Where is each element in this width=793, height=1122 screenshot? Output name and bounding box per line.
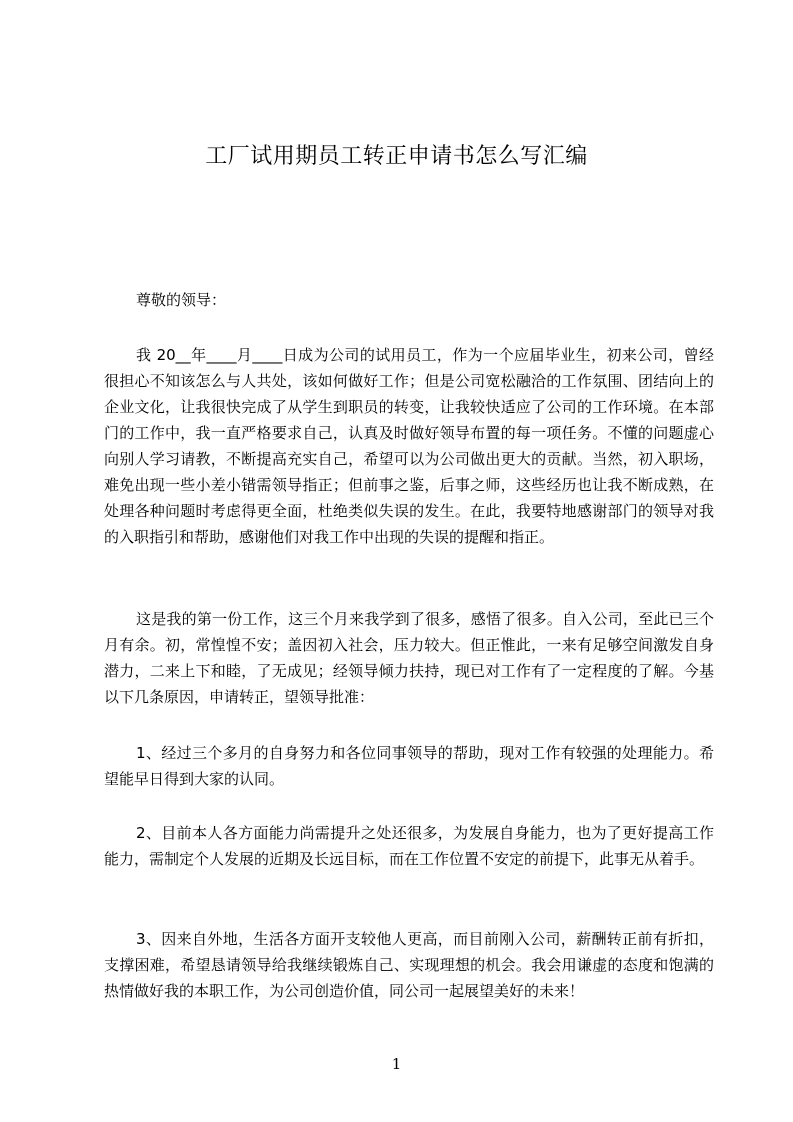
body-paragraph-1: 我 20__年____月____日成为公司的试用员工，作为一个应届毕业生，初来公司，曾经很担心不知该怎么与人共处，该如何做好工作；但是公司宽松融洽的工作氛围、团结向上的企业文化，让我很快完成了从学生到职员的转变，让我较快适应了公司的工作环境。在本部门的工作中，我一直严格要求自己，认真及时做好领导布置的每一项任务。不懂的问题虚心向别人学习请教，不断提高充实自己，希望可以为公司做出更大的贡献。当然，初入职场，难免出现一些小差小错需领导指正；但前事之鉴，后事之师，这些经历也让我不断成熟，在处理各种问题时考虑得更全面，杜绝类似失误的发生。在此，我要特地感谢部门的领导对我的入职指引和帮助，感谢他们对我工作中出现的失误的提醒和指正。 xyxy=(104,346,714,546)
reason-item-2: 2、目前本人各方面能力尚需提升之处还很多，为发展自身能力，也为了更好提高工作能力，需制定个人发展的近期及长远目标，而在工作位置不安定的前提下，此事无从着手。 xyxy=(104,824,714,868)
reason-item-3: 3、因来自外地，生活各方面开支较他人更高，而目前刚入公司，薪酬转正前有折扣，支撑困难，希望恳请领导给我继续锻炼自己、实现理想的机会。我会用谦虚的态度和饱满的热情做好我的本职工作，为公司创造价值，同公司一起展望美好的未来！ xyxy=(104,930,714,1000)
page-number: 1 xyxy=(391,1055,402,1073)
document-title: 工厂试用期员工转正申请书怎么写汇编 xyxy=(205,144,588,169)
body-paragraph-2: 这是我的第一份工作，这三个月来我学到了很多，感悟了很多。自入公司，至此已三个月有余。初，常惶惶不安；盖因初入社会，压力较大。但正惟此，一来有足够空间激发自身潜力，二来上下和睦，了无成见；经领导倾力扶持，现已对工作有了一定程度的了解。今基以下几条原因，申请转正，望领导批准： xyxy=(104,610,714,706)
reason-item-1: 1、经过三个多月的自身努力和各位同事领导的帮助，现对工作有较强的处理能力。希望能早日得到大家的认同。 xyxy=(104,744,714,788)
salutation: 尊敬的领导： xyxy=(136,291,227,309)
